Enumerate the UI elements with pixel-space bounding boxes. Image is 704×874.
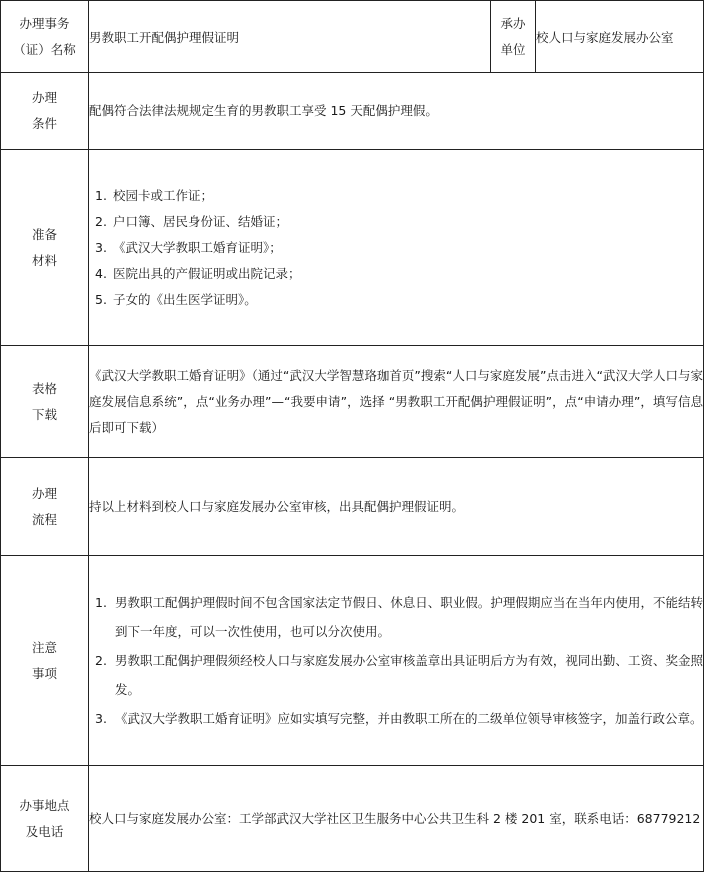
- materials-list-cell: [89, 150, 704, 346]
- notes-label-line2: 事项: [31, 665, 57, 681]
- list-item: [89, 646, 703, 704]
- list-item: [89, 235, 703, 261]
- notes-list: [89, 588, 703, 733]
- materials-list: [89, 183, 703, 313]
- notes-list-cell: [89, 556, 704, 766]
- location-row: [1, 766, 704, 872]
- list-item-text: 医院出具的产假证明或出院记录；: [113, 265, 301, 281]
- process-text: 持以上材料到校人口与家庭发展办公室审核，出具配偶护理假证明。: [89, 458, 704, 556]
- list-item-text: 校园卡或工作证；: [113, 187, 214, 203]
- list-item-number: 3.: [95, 711, 107, 726]
- list-item-number: 4.: [95, 265, 107, 281]
- process-label: [1, 458, 89, 556]
- process-label-line1: 办理: [31, 485, 57, 501]
- materials-label: [1, 150, 89, 346]
- list-item-text: 男教职工配偶护理假时间不包含国家法定节假日、休息日、职业假。护理假期应当在当年内使用，不能结转到下一年度，可以一次性使用，也可以分次使用。: [115, 595, 703, 639]
- conditions-label: [1, 73, 89, 150]
- list-item-number: 1.: [95, 595, 107, 610]
- list-item-number: 5.: [95, 291, 107, 307]
- list-item: [89, 588, 703, 646]
- unit-name-value: 校人口与家庭发展办公室: [536, 1, 704, 73]
- conditions-label-line2: 条件: [31, 116, 57, 131]
- download-row: [1, 346, 704, 458]
- download-label: [1, 346, 89, 458]
- materials-row: [1, 150, 704, 346]
- conditions-row: [1, 73, 704, 150]
- download-text: 《武汉大学教职工婚育证明》（通过“武汉大学智慧珞珈首页”搜索“人口与家庭发展”点击进入“武汉大学人口与家庭发展信息系统”，点“业务办理”—“我要申请”，选择 “男教职工开配偶护理假证明”，点“申请办理”，填写信息后即可下载）: [89, 346, 704, 458]
- notes-label: [1, 556, 89, 766]
- list-item-number: 2.: [95, 213, 107, 229]
- materials-label-line1: 准备: [31, 226, 57, 242]
- list-item-number: 3.: [95, 239, 107, 255]
- conditions-label-line1: 办理: [31, 90, 57, 105]
- location-text: 校人口与家庭发展办公室：工学部武汉大学社区卫生服务中心公共卫生科 2 楼 201 室，联系电话：68779212: [89, 766, 704, 872]
- list-item-text: 男教职工配偶护理假须经校人口与家庭发展办公室审核盖章出具证明后方为有效，视同出勤、工资、奖金照发。: [115, 653, 703, 697]
- location-label: [1, 766, 89, 872]
- matter-name-label-line2: （证）名称: [13, 41, 76, 57]
- materials-label-line2: 材料: [31, 252, 57, 268]
- list-item-number: 2.: [95, 653, 107, 668]
- notes-row: [1, 556, 704, 766]
- location-label-line1: 办事地点: [19, 797, 70, 813]
- notes-label-line1: 注意: [31, 639, 57, 655]
- download-label-line1: 表格: [31, 380, 57, 396]
- list-item-text: 户口簿、居民身份证、结婚证；: [113, 213, 289, 229]
- list-item: [89, 183, 703, 209]
- list-item: [89, 261, 703, 287]
- list-item: [89, 704, 703, 733]
- list-item-text: 子女的《出生医学证明》。: [113, 291, 257, 307]
- list-item: [89, 209, 703, 235]
- unit-label-line2: 单位: [500, 41, 526, 57]
- header-row: [1, 1, 704, 73]
- matter-name-label: [1, 1, 89, 73]
- list-item: [89, 287, 703, 313]
- list-item-number: 1.: [95, 187, 107, 203]
- conditions-text: 配偶符合法律法规规定生育的男教职工享受 15 天配偶护理假。: [89, 73, 704, 150]
- matter-name-value: 男教职工开配偶护理假证明: [89, 1, 491, 73]
- unit-label-line1: 承办: [500, 15, 526, 31]
- list-item-text: 《武汉大学教职工婚育证明》应如实填写完整，并由教职工所在的二级单位领导审核签字，加盖行政公章。: [115, 711, 703, 726]
- matter-name-label-line1: 办理事务: [19, 15, 70, 31]
- download-label-line2: 下载: [31, 406, 57, 422]
- location-label-line2: 及电话: [25, 823, 64, 839]
- unit-label: [491, 1, 536, 73]
- process-row: [1, 458, 704, 556]
- list-item-text: 《武汉大学教职工婚育证明》；: [113, 239, 282, 255]
- process-label-line2: 流程: [31, 511, 57, 527]
